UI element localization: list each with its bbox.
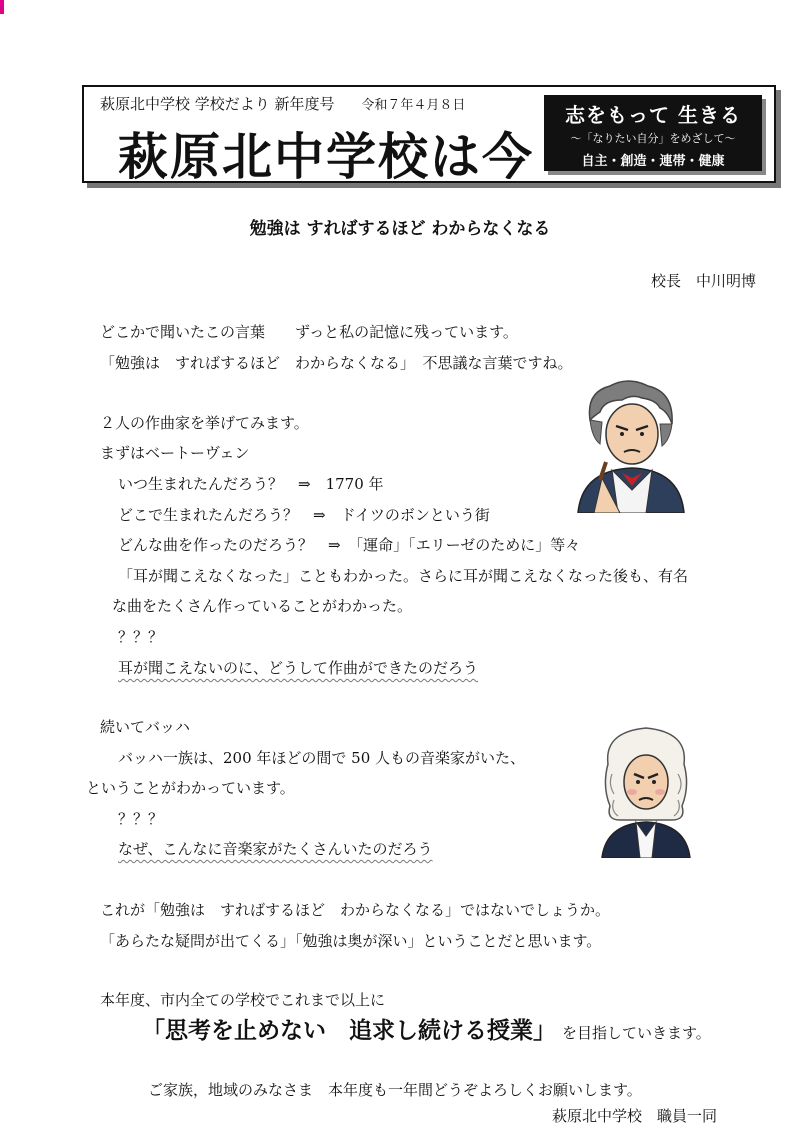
newsletter-issue: 萩原北中学校 学校だより 新年度号 (100, 95, 335, 113)
question-underlined: 耳が聞こえないのに、どうして作曲ができたのだろう (118, 659, 479, 677)
masthead (82, 85, 776, 186)
body-line: 「耳が聞こえなくなった」こともわかった。さらに耳が聞こえなくなった後も、有名 (118, 567, 689, 585)
body-line: ？？？ (118, 810, 164, 828)
school-motto-box (544, 95, 762, 171)
masthead-meta (100, 93, 465, 114)
motto-sub: ～「なりたい自分」をめざして～ (570, 132, 736, 145)
body-line: ２人の作曲家を挙げてみます。 (100, 414, 309, 432)
beethoven-illustration (572, 378, 690, 513)
body-line: どこかで聞いたこの言葉 ずっと私の記憶に残っています。 (100, 323, 518, 341)
body-line: 「勉強は すればするほど わからなくなる」 不思議な言葉ですね。 (100, 354, 573, 372)
question-underlined: なぜ、こんなに音楽家がたくさんいたのだろう (118, 840, 433, 858)
signature: 萩原北中学校 職員一同 (552, 1107, 718, 1125)
goal-large: 「思考を止めない 追求し続ける授業」 (142, 1018, 556, 1044)
body-line: これが「勉強は すればするほど わからなくなる」ではないでしょうか。 (100, 901, 611, 919)
body-line: な曲をたくさん作っていることがわかった。 (112, 597, 413, 615)
body-line: まずはベートーヴェン (100, 444, 250, 462)
corner-mark (0, 0, 4, 14)
issue-date: 令和７年４月８日 (361, 98, 466, 113)
body-line: バッハ一族は、200 年ほどの間で 50 人もの音楽家がいた、 (118, 749, 526, 767)
body-line: どんな曲を作ったのだろう？ ⇒ 「運命」「エリーゼのために」等々 (118, 536, 581, 554)
body-line: 「あらたな疑問が出てくる」「勉強は奥が深い」ということだと思います。 (100, 932, 602, 950)
body-line: ？？？ (118, 628, 164, 646)
goal-small: を目指していきます。 (562, 1024, 711, 1042)
body-line: 本年度、市内全ての学校でこれまで以上に (100, 991, 386, 1009)
body-line: いつ生まれたんだろう？ ⇒ 1770 年 (118, 475, 384, 493)
bach-illustration (598, 724, 694, 858)
body-line: 続いてバッハ (100, 718, 191, 736)
body-line: ということがわかっています。 (86, 779, 295, 797)
body-line: どこで生まれたんだろう？ ⇒ ドイツのボンという街 (118, 506, 490, 524)
motto-main: 志をもって 生きる (565, 103, 741, 127)
goal-statement (142, 1012, 711, 1045)
motto-values: 自主・創造・連帯・健康 (581, 154, 725, 169)
article-author: 校長 中川明博 (650, 272, 756, 290)
newsletter-title: 萩原北中学校は今 (118, 128, 534, 186)
closing-line: ご家族，地域のみなさま 本年度も一年間どうぞよろしくお願いします。 (148, 1081, 642, 1099)
article-headline: 勉強は すればするほど わからなくなる (249, 219, 551, 239)
